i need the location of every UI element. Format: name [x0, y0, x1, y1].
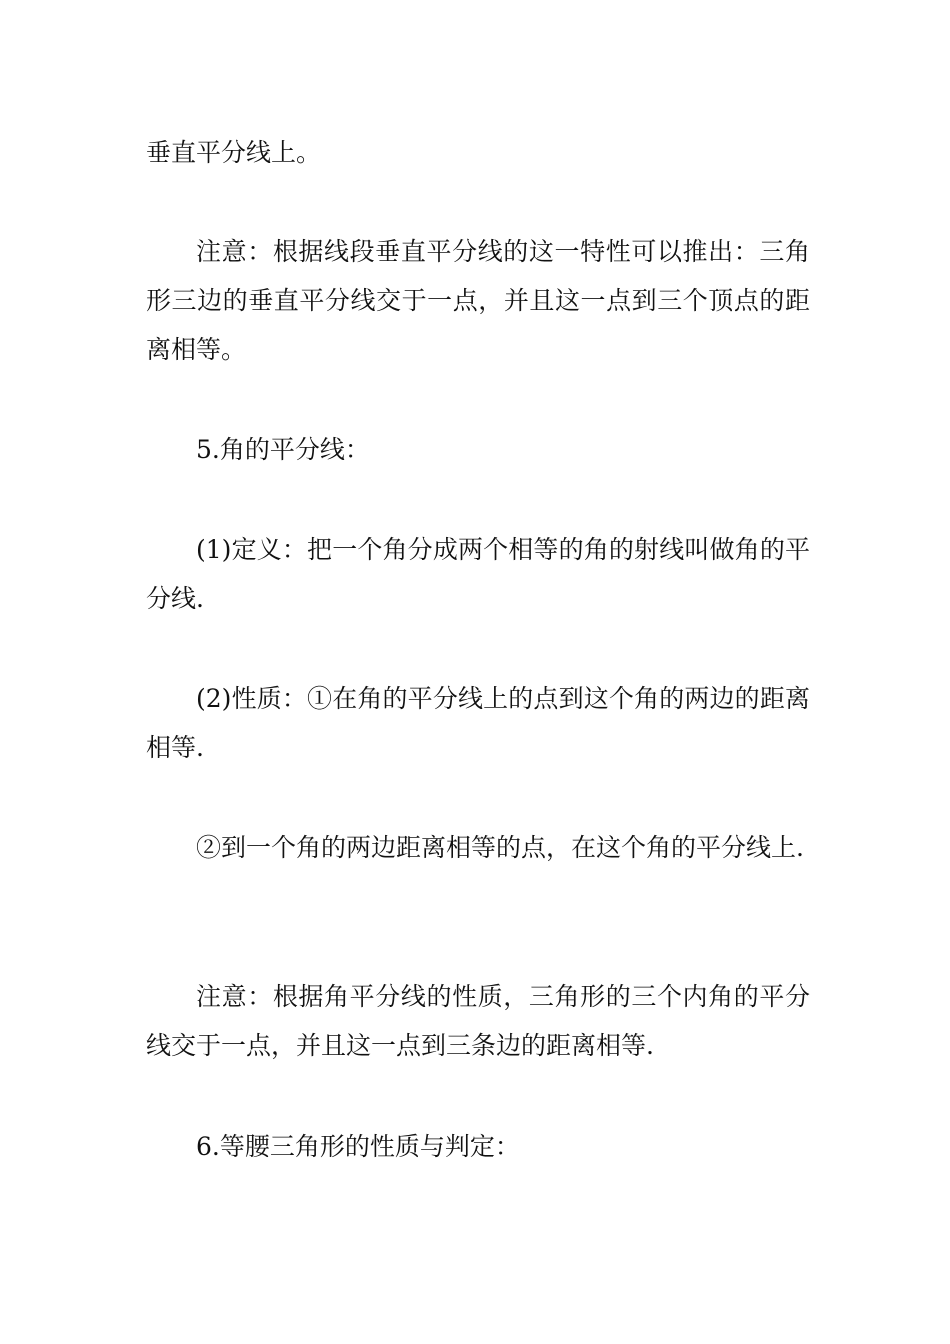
paragraph-property-2: ②到一个角的两边距离相等的点，在这个角的平分线上.	[196, 833, 804, 862]
paragraph-property-1: (2)性质：①在角的平分线上的点到这个角的两边的距离相等.	[146, 684, 810, 762]
paragraph-definition: (1)定义：把一个角分成两个相等的角的射线叫做角的平分线.	[146, 535, 810, 613]
paragraph-continuation: 垂直平分线上。	[146, 138, 322, 167]
paragraph-note-angle-bisector: 注意：根据角平分线的性质，三角形的三个内角的平分线交于一点，并且这一点到三条边的距离相等.	[146, 982, 810, 1060]
heading-isosceles-triangle: 6.等腰三角形的性质与判定：	[196, 1132, 520, 1161]
heading-angle-bisector: 5.角的平分线：	[196, 435, 370, 464]
paragraph-note-perpendicular-bisector: 注意：根据线段垂直平分线的这一特性可以推出：三角形三边的垂直平分线交于一点，并且这一点到三个顶点的距离相等。	[146, 237, 810, 364]
